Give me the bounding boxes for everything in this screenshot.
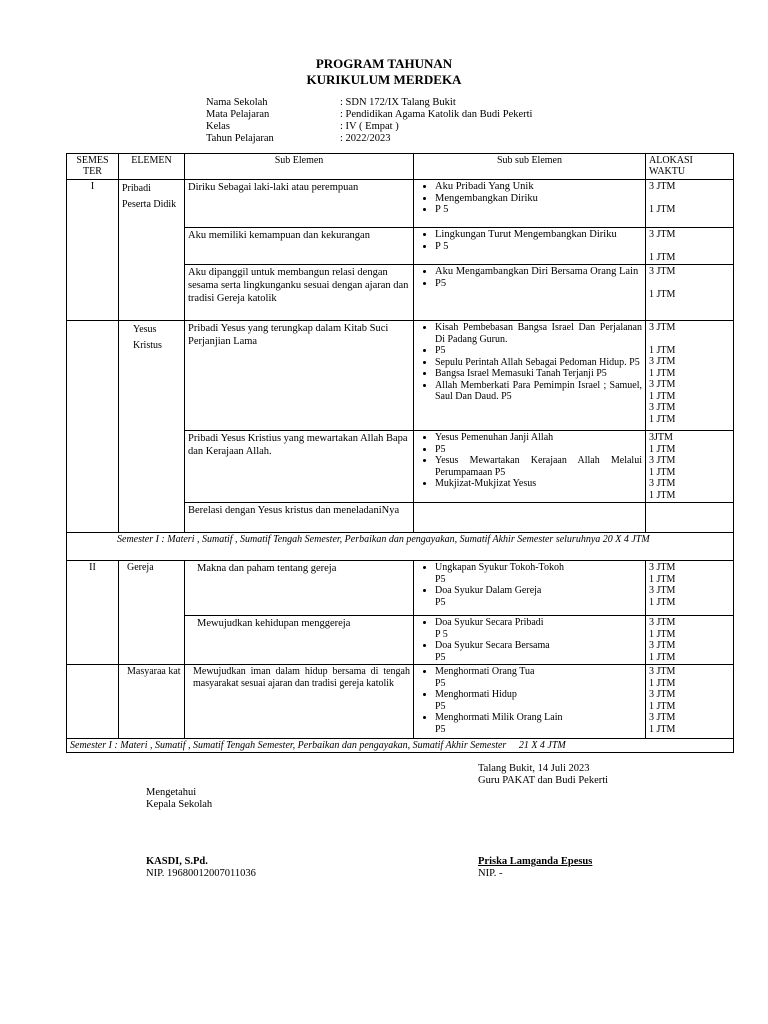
semester-note-row xyxy=(67,533,734,561)
list-item: • Bangsa Israel Memasuki Tanah Terjanji P5 xyxy=(435,368,642,380)
list-item: • Mengembangkan Diriku xyxy=(435,193,642,205)
sub-sub-elemen-cell xyxy=(414,665,646,739)
sub-elemen-cell: Aku dipanggil untuk membangun relasi dengan sesama serta lingkunganku sesuai dengan ajaran dan tradisi Gereja katolik xyxy=(185,265,414,321)
semester-note: Semester I : Materi , Sumatif , Sumatif Tengah Semester, Perbaikan dan pengayakan, Sumatif Akhir Semester seluruhnya 20 X 4 JTM xyxy=(67,533,734,561)
list-item: • P5 xyxy=(435,444,642,456)
alokasi-cell xyxy=(646,665,734,739)
jtm-value: 3 JTM xyxy=(649,562,676,573)
jtm-value: 1 JTM xyxy=(649,367,676,379)
table-header-row xyxy=(67,154,734,180)
jtm-value: 3 JTM xyxy=(649,617,676,628)
list-item: • Doa Syukur Secara Bersama xyxy=(435,640,642,652)
meta-value: : 2022/2023 xyxy=(340,133,391,144)
sub-sub-elemen-cell xyxy=(414,431,646,503)
list-item: P5 xyxy=(435,596,446,608)
doc-subtitle: KURIKULUM MERDEKA xyxy=(306,72,462,87)
alokasi-cell xyxy=(646,561,734,616)
list-item: • P 5 xyxy=(435,204,642,216)
meta-label: Mata Pelajaran xyxy=(206,109,270,120)
jtm-value: 1 JTM xyxy=(649,203,676,215)
jtm-value: 1 JTM xyxy=(649,596,676,608)
jtm-value: 1 JTM xyxy=(649,390,676,402)
jtm-value: 3 JTM xyxy=(649,666,676,677)
list-item: • Aku Pribadi Yang Unik xyxy=(435,181,642,193)
table-row xyxy=(67,265,734,321)
sub-elemen-cell: Pribadi Yesus yang terungkap dalam Kitab Suci Perjanjian Lama xyxy=(185,321,414,431)
meta-value: : IV ( Empat ) xyxy=(340,121,399,132)
sub-sub-elemen-cell xyxy=(414,265,646,321)
header-alokasi: ALOKASI WAKTU xyxy=(646,154,734,180)
meta-label: Nama Sekolah xyxy=(206,97,268,108)
jtm-value: 1 JTM xyxy=(649,573,676,585)
table-row xyxy=(67,561,734,616)
alokasi-cell xyxy=(646,321,734,431)
jtm-value: 1 JTM xyxy=(649,489,676,501)
teacher-nip: NIP. - xyxy=(478,868,503,879)
meta-value: : SDN 172/IX Talang Bukit xyxy=(340,97,456,108)
list-item: • Doa Syukur Secara Pribadi xyxy=(435,617,642,629)
list-item: • P5 xyxy=(435,278,642,290)
meta-label: Tahun Pelajaran xyxy=(206,133,274,144)
sub-sub-elemen-cell xyxy=(414,228,646,265)
meta-row-school xyxy=(206,97,532,109)
alokasi-cell xyxy=(646,431,734,503)
meta-row-class xyxy=(206,121,532,133)
list-item: P 5 xyxy=(435,628,448,640)
jtm-value: 3 JTM xyxy=(649,181,676,192)
jtm-value: 1 JTM xyxy=(649,700,676,712)
list-item: • Menghormati Milik Orang Lain xyxy=(435,712,642,724)
sub-sub-elemen-cell xyxy=(414,561,646,616)
list-item: • Allah Memberkati Para Pemimpin Israel ; Samuel, Saul Dan Daud. P5 xyxy=(435,380,642,403)
acknowledge-label: Mengetahui xyxy=(146,787,197,798)
list-item: • P5 xyxy=(435,345,642,357)
jtm-value: 3 JTM xyxy=(649,402,676,413)
jtm-value: 1 JTM xyxy=(649,651,676,663)
jtm-value: 1 JTM xyxy=(649,466,676,478)
list-item: • Mukjizat-Mukjizat Yesus xyxy=(435,478,642,490)
list-item: • P 5 xyxy=(435,241,642,253)
jtm-value: 3JTM xyxy=(649,432,673,443)
jtm-value: 1 JTM xyxy=(649,251,676,263)
table-row xyxy=(67,431,734,503)
alokasi-cell xyxy=(646,265,734,321)
sub-sub-elemen-cell xyxy=(414,180,646,228)
header-elemen: ELEMEN xyxy=(119,154,185,180)
jtm-value: 1 JTM xyxy=(649,677,676,689)
header-semester: SEMES TER xyxy=(67,154,119,180)
jtm-value: 3 JTM xyxy=(649,266,676,277)
sub-elemen-cell: Berelasi dengan Yesus kristus dan meneladaniNya xyxy=(185,503,414,533)
jtm-value: 1 JTM xyxy=(649,443,676,455)
jtm-value: 3 JTM xyxy=(649,455,676,466)
jtm-value: 3 JTM xyxy=(649,712,676,723)
header-sub-sub-elemen: Sub sub Elemen xyxy=(414,154,646,180)
table-row xyxy=(67,503,734,533)
sub-elemen-cell: Makna dan paham tentang gereja xyxy=(185,561,414,616)
table-row xyxy=(67,665,734,739)
list-item: • Doa Syukur Dalam Gereja xyxy=(435,585,642,597)
list-item: P5 xyxy=(435,700,446,712)
list-item: • Sepulu Perintah Allah Sebagai Pedoman Hidup. P5 xyxy=(435,357,642,369)
jtm-value: 3 JTM xyxy=(649,229,676,240)
jtm-value: 3 JTM xyxy=(649,689,676,700)
table-row xyxy=(67,616,734,665)
jtm-value: 1 JTM xyxy=(649,288,676,300)
table-row xyxy=(67,321,734,431)
semester-note-row xyxy=(67,739,734,753)
elemen-cell: Yesus Kristus xyxy=(119,321,185,431)
teacher-title: Guru PAKAT dan Budi Pekerti xyxy=(478,775,609,786)
alokasi-cell xyxy=(646,180,734,228)
principal-title: Kepala Sekolah xyxy=(146,799,213,810)
list-item: • Yesus Pemenuhan Janji Allah xyxy=(435,432,642,444)
meta-value: : Pendidikan Agama Katolik dan Budi Pekerti xyxy=(340,109,533,120)
meta-label: Kelas xyxy=(206,121,230,132)
teacher-name: Priska Lamganda Epesus xyxy=(478,856,593,867)
list-item: P5 xyxy=(435,651,446,663)
list-item: • Menghormati Hidup xyxy=(435,689,642,701)
meta-row-subject xyxy=(206,109,532,121)
school-info xyxy=(206,97,532,145)
jtm-value: 3 JTM xyxy=(649,478,676,489)
jtm-value: 1 JTM xyxy=(649,413,676,425)
list-item: • Aku Mengambangkan Diri Bersama Orang Lain xyxy=(435,266,642,278)
semester-note: Semester I : Materi , Sumatif , Sumatif Tengah Semester, Perbaikan dan pengayakan, Sumatif Akhir Semester 21 X 4 JTM xyxy=(67,739,734,753)
sub-sub-elemen-cell xyxy=(414,321,646,431)
sub-elemen-cell: Aku memiliki kemampuan dan kekurangan xyxy=(185,228,414,265)
sub-elemen-cell: Diriku Sebagai laki-laki atau perempuan xyxy=(185,180,414,228)
table-row xyxy=(67,228,734,265)
sub-elemen-cell: Mewujudkan kehidupan menggereja xyxy=(185,616,414,665)
meta-row-year xyxy=(206,133,532,145)
principal-nip: NIP. 19680012007011036 xyxy=(146,868,256,879)
alokasi-cell xyxy=(646,228,734,265)
place-date: Talang Bukit, 14 Juli 2023 xyxy=(478,763,590,774)
list-item: • Kisah Pembebasan Bangsa Israel Dan Perjalanan Di Padang Gurun. xyxy=(435,322,642,345)
sub-elemen-cell: Pribadi Yesus Kristius yang mewartakan Allah Bapa dan Kerajaan Allah. xyxy=(185,431,414,503)
jtm-value: 1 JTM xyxy=(649,723,676,735)
list-item: P5 xyxy=(435,723,446,735)
list-item: • Ungkapan Syukur Tokoh-Tokoh xyxy=(435,562,642,574)
elemen-cell: Gereja xyxy=(119,561,185,616)
alokasi-cell xyxy=(646,616,734,665)
table-row xyxy=(67,180,734,228)
header-sub-elemen: Sub Elemen xyxy=(185,154,414,180)
jtm-value: 1 JTM xyxy=(649,628,676,640)
jtm-value: 3 JTM xyxy=(649,640,676,651)
elemen-cell: Masyaraa kat xyxy=(119,665,185,739)
principal-name: KASDI, S.Pd. xyxy=(146,856,208,867)
jtm-value: 3 JTM xyxy=(649,322,676,333)
doc-title: PROGRAM TAHUNAN xyxy=(315,56,453,71)
list-item: P5 xyxy=(435,573,446,585)
list-item: • Menghormati Orang Tua xyxy=(435,666,642,678)
list-item: • Yesus Mewartakan Kerajaan Allah Melalui Perumpamaan P5 xyxy=(435,455,642,478)
list-item: P5 xyxy=(435,677,446,689)
jtm-value: 1 JTM xyxy=(649,344,676,356)
semester-cell: I xyxy=(67,180,119,228)
jtm-value: 3 JTM xyxy=(649,356,676,367)
jtm-value: 3 JTM xyxy=(649,585,676,596)
sub-elemen-cell: Mewujudkan iman dalam hidup bersama di tengah masyarakat sesuai ajaran dan tradisi gereja katolik xyxy=(185,665,414,739)
list-item: • Lingkungan Turut Mengembangkan Diriku xyxy=(435,229,642,241)
semester-cell: II xyxy=(67,561,119,616)
program-table xyxy=(66,153,734,753)
jtm-value: 3 JTM xyxy=(649,379,676,390)
sub-sub-elemen-cell xyxy=(414,616,646,665)
elemen-cell: Pribadi Peserta Didik xyxy=(119,180,185,228)
